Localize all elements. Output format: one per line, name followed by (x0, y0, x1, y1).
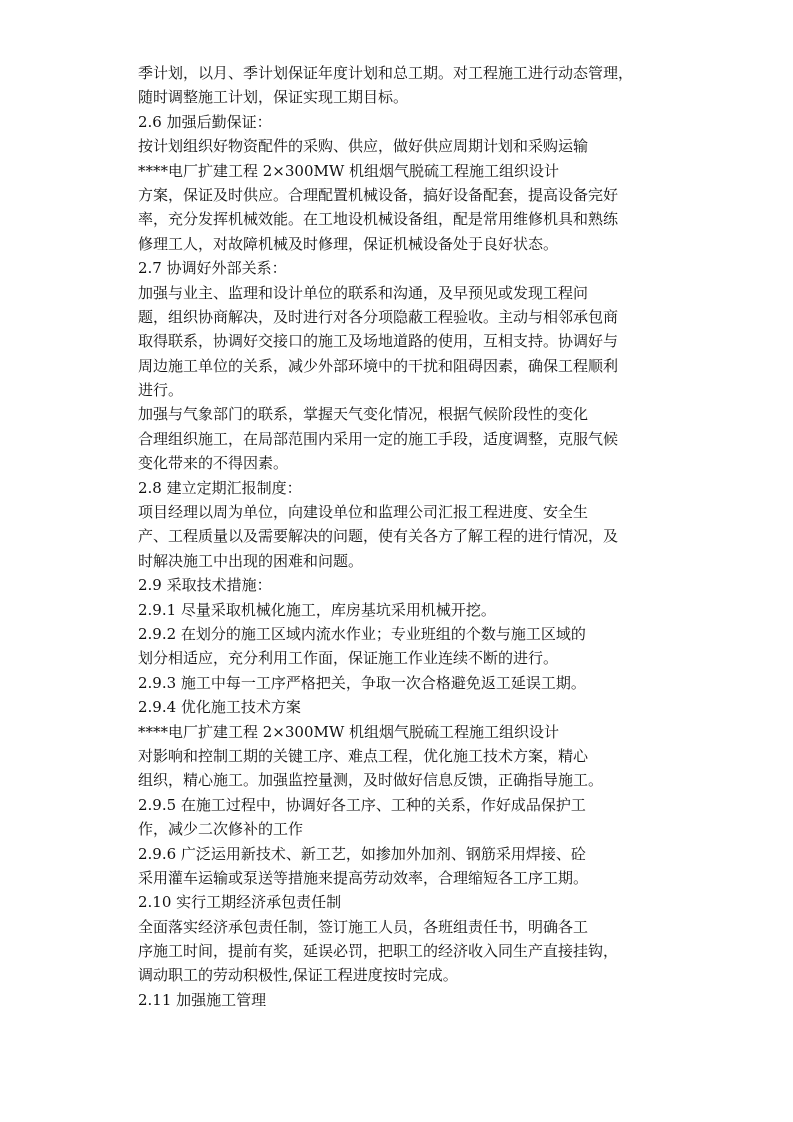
text-line: 序施工时间，提前有奖，延误必罚，把职工的经济收入同生产直接挂钩， (138, 942, 619, 961)
text-line: 对影响和控制工期的关键工序、难点工程，优化施工技术方案，精心 (138, 746, 589, 765)
page-header-text: ****电厂扩建工程 2×300MW 机组烟气脱硫工程施工组织设计 (138, 722, 560, 741)
text-line: 方案，保证及时供应。合理配置机械设备，搞好设备配套，提高设备完好 (138, 185, 619, 204)
subsection-line: 2.9.6 广泛运用新技术、新工艺，如掺加外加剂、钢筋采用焊接、砼 (138, 844, 586, 863)
text-line: 产、工程质量以及需要解决的问题，使有关各方了解工程的进行情况，及 (138, 527, 619, 546)
text-line: 变化带来的不得因素。 (138, 454, 289, 473)
text-line: 加强与业主、监理和设计单位的联系和沟通，及早预见或发现工程问 (138, 283, 589, 302)
text-line: 周边施工单位的关系，减少外部环境中的干扰和阻碍因素，确保工程顺利 (138, 356, 619, 375)
document-body (138, 61, 668, 1012)
text-line: 项目经理以周为单位，向建设单位和监理公司汇报工程进度、安全生 (138, 503, 589, 522)
text-line: 取得联系，协调好交接口的施工及场地道路的使用，互相支持。协调好与 (138, 332, 619, 351)
subsection-line: 2.9.2 在划分的施工区域内流水作业；专业班组的个数与施工区域的 (138, 624, 586, 643)
subsection-line: 2.9.4 优化施工技术方案 (138, 698, 301, 717)
text-line: 调动职工的劳动积极性,保证工程进度按时完成。 (138, 966, 458, 985)
text-line: 题，组织协商解决，及时进行对各分项隐蔽工程验收。主动与相邻承包商 (138, 307, 619, 326)
text-line: 率，充分发挥机械效能。在工地设机械设备组，配是常用维修机具和熟练 (138, 210, 619, 229)
subsection-line: 2.9.3 施工中每一工序严格把关，争取一次合格避免返工延误工期。 (138, 673, 586, 692)
text-line: 加强与气象部门的联系，掌握天气变化情况，根据气候阶段性的变化 (138, 405, 589, 424)
text-line: 划分相适应，充分利用工作面，保证施工作业连续不断的进行。 (138, 649, 559, 668)
text-line: 按计划组织好物资配件的采购、供应，做好供应周期计划和采购运输 (138, 137, 589, 156)
section-heading: 2.9 采取技术措施： (138, 576, 272, 595)
page-header-text: ****电厂扩建工程 2×300MW 机组烟气脱硫工程施工组织设计 (138, 161, 560, 180)
subsection-line: 2.9.1 尽量采取机械化施工，库房基坑采用机械开挖。 (138, 600, 496, 619)
subsection-line: 2.9.5 在施工过程中，协调好各工序、工种的关系，作好成品保护工 (138, 795, 586, 814)
text-line: 随时调整施工计划，保证实现工期目标。 (138, 88, 409, 107)
section-heading: 2.6 加强后勤保证： (138, 112, 272, 131)
text-line: 季计划，以月、季计划保证年度计划和总工期。对工程施工进行动态管理， (138, 64, 634, 82)
text-line: 进行。 (138, 381, 184, 400)
text-line: 时解决施工中出现的困难和问题。 (138, 551, 364, 570)
section-heading: 2.10 实行工期经济承包责任制 (138, 893, 342, 912)
text-line: 组织，精心施工。加强监控量测，及时做好信息反馈，正确指导施工。 (138, 771, 604, 790)
section-heading: 2.11 加强施工管理 (138, 990, 267, 1009)
text-line: 作，减少二次修补的工作 (138, 820, 304, 839)
section-heading: 2.8 建立定期汇报制度： (138, 478, 302, 497)
text-line: 修理工人，对故障机械及时修理，保证机械设备处于良好状态。 (138, 234, 559, 253)
text-line: 全面落实经济承包责任制，签订施工人员，各班组责任书，明确各工 (138, 917, 589, 936)
text-line: 合理组织施工，在局部范围内采用一定的施工手段，适度调整，克服气候 (138, 429, 619, 448)
section-heading: 2.7 协调好外部关系： (138, 259, 287, 278)
text-line: 采用灌车运输或泵送等措施来提高劳动效率，合理缩短各工序工期。 (138, 868, 589, 887)
